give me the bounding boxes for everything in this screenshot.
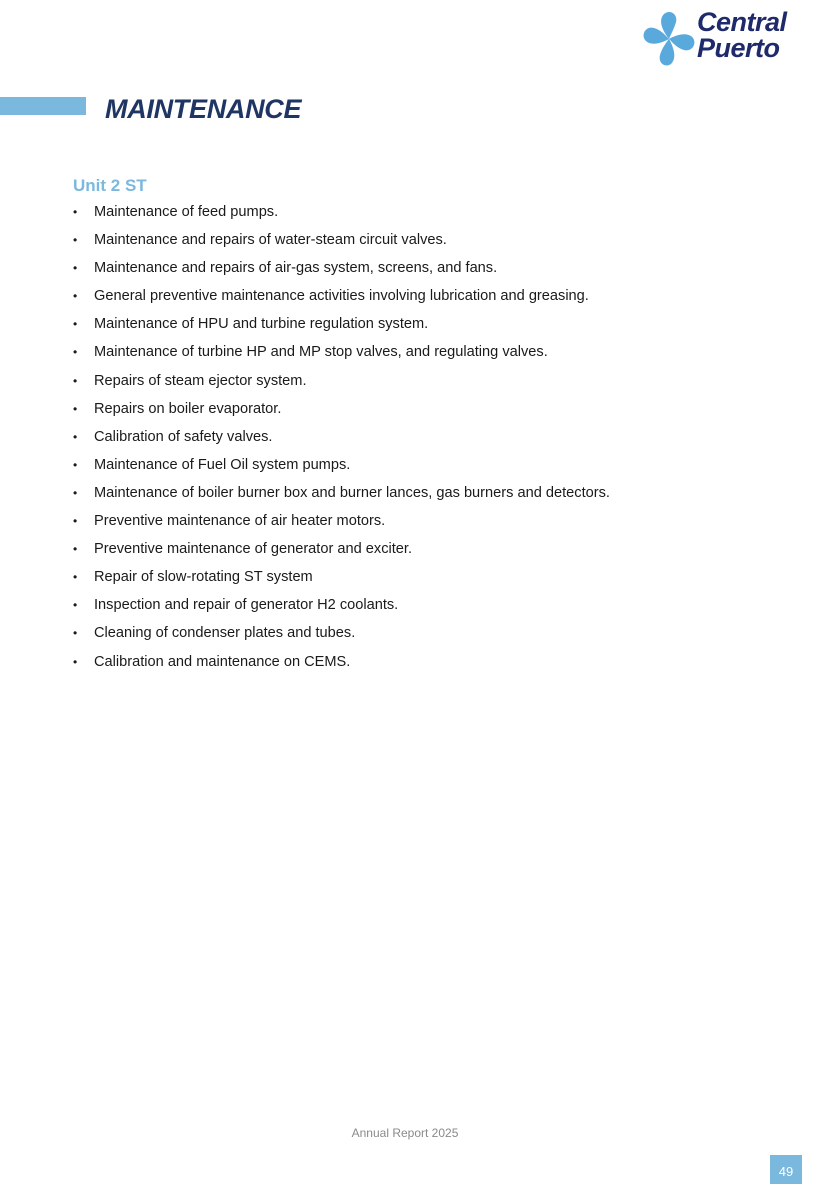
list-item xyxy=(73,395,773,423)
list-item xyxy=(73,451,773,479)
list-item xyxy=(73,198,773,226)
page-number: 49 xyxy=(770,1155,802,1184)
logo-line-1: Central xyxy=(697,7,787,37)
logo-wordmark xyxy=(697,9,787,61)
list-item xyxy=(73,254,773,282)
list-item-text: General preventive maintenance activities involving lubrication and greasing. xyxy=(94,288,589,305)
unit-heading: Unit 2 ST xyxy=(73,176,147,195)
list-item xyxy=(73,479,773,507)
list-item-text: Maintenance of Fuel Oil system pumps. xyxy=(94,456,351,473)
bullet-icon: • xyxy=(73,289,78,304)
bullet-icon: • xyxy=(73,654,78,669)
bullet-icon: • xyxy=(73,457,78,472)
logo-line-2: Puerto xyxy=(697,33,780,63)
bullet-icon: • xyxy=(73,205,78,219)
bullet-icon: • xyxy=(73,514,78,529)
list-item-text: Preventive maintenance of air heater motors. xyxy=(94,513,386,530)
bullet-icon: • xyxy=(73,261,78,276)
bullet-icon: • xyxy=(73,542,78,557)
list-item-text: Maintenance of feed pumps. xyxy=(94,204,279,220)
list-item xyxy=(73,619,773,647)
list-item xyxy=(73,226,773,254)
list-item-text: Calibration of safety valves. xyxy=(94,428,273,445)
bullet-icon: • xyxy=(73,626,78,641)
list-item xyxy=(73,310,773,338)
list-item xyxy=(73,338,773,366)
list-item-text: Inspection and repair of generator H2 coolants. xyxy=(94,597,399,614)
list-item-text: Repairs on boiler evaporator. xyxy=(94,400,282,417)
bullet-icon: • xyxy=(73,317,78,332)
bullet-icon: • xyxy=(73,401,78,416)
section-accent-bar xyxy=(0,97,86,115)
list-item-text: Maintenance and repairs of water-steam circuit valves. xyxy=(94,232,447,249)
bullet-icon: • xyxy=(73,485,78,500)
bullet-icon: • xyxy=(73,345,78,360)
list-item xyxy=(73,648,773,676)
bullet-icon: • xyxy=(73,233,78,248)
pinwheel-icon xyxy=(640,10,698,68)
list-item-text: Maintenance of HPU and turbine regulation system. xyxy=(94,316,429,333)
list-item xyxy=(73,591,773,619)
list-item-text: Calibration and maintenance on CEMS. xyxy=(94,653,351,670)
list-item xyxy=(73,282,773,310)
list-item-text: Preventive maintenance of generator and exciter. xyxy=(94,541,413,558)
maintenance-list xyxy=(73,198,773,676)
list-item xyxy=(73,563,773,591)
company-logo xyxy=(640,8,805,70)
list-item-text: Maintenance of turbine HP and MP stop valves, and regulating valves. xyxy=(94,344,548,361)
footer-report-label: Annual Report 2025 xyxy=(351,1126,459,1140)
list-item-text: Repair of slow-rotating ST system xyxy=(94,569,313,586)
list-item xyxy=(73,535,773,563)
list-item-text: Repairs of steam ejector system. xyxy=(94,372,307,389)
list-item-text: Maintenance and repairs of air-gas system, screens, and fans. xyxy=(94,260,498,277)
bullet-icon: • xyxy=(73,598,78,613)
bullet-icon: • xyxy=(73,373,78,388)
list-item-text: Maintenance of boiler burner box and burner lances, gas burners and detectors. xyxy=(94,484,610,501)
list-item-text: Cleaning of condenser plates and tubes. xyxy=(94,625,356,642)
bullet-icon: • xyxy=(73,570,78,585)
list-item xyxy=(73,367,773,395)
bullet-icon: • xyxy=(73,429,78,444)
list-item xyxy=(73,423,773,451)
section-title: MAINTENANCE xyxy=(105,94,302,124)
list-item xyxy=(73,507,773,535)
